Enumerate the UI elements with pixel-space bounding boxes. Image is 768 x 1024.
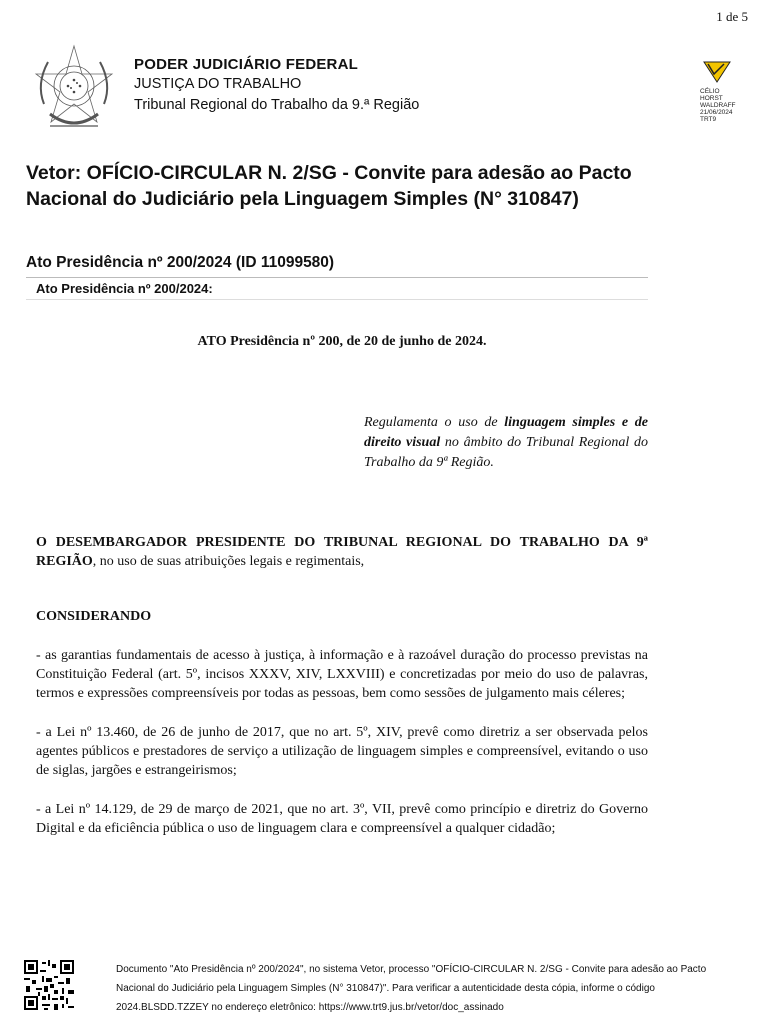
considerando-item: - a Lei nº 14.129, de 29 de março de 2021, que no art. 3º, VII, prevê como princípio e diretriz do Governo Digital e da eficiência pública o uso de linguagem clara e compreensível a qualquer cidadão; (36, 802, 648, 836)
act-title: ATO Presidência nº 200, de 20 de junho de 2024. (197, 334, 487, 349)
ementa-text: Regulamenta o uso de (364, 415, 505, 430)
header-block (134, 56, 419, 115)
preamble (36, 533, 648, 571)
divider (26, 299, 648, 300)
considerando-heading: CONSIDERANDO (36, 609, 152, 624)
stamp-line3: WALDRAFF (700, 102, 736, 109)
document-body (36, 533, 648, 858)
considerando-item: - as garantias fundamentais de acesso à justiça, à informação e à razoável duração do processo previstas na Constituição Federal (art. 5º, incisos XXXV, XIV, LXXVIII) e concretizadas por meio do uso de palavras, termos e expressões compreensíveis por todas as pessoas, bem como sessões de julgamento mais céleres; (36, 648, 648, 701)
ementa-text: no âmbito do Tribunal Regional do Trabalho da 9ª Região. (364, 435, 648, 470)
ementa-bold: linguagem simples e de direito visual (364, 415, 648, 450)
header-title: PODER JUDICIÁRIO FEDERAL (134, 56, 358, 73)
header-line2: Tribunal Regional do Trabalho da 9.ª Região (134, 97, 420, 113)
brazil-coat-of-arms-icon (30, 44, 118, 136)
considerando-item: - a Lei nº 13.460, de 26 de junho de 2017, que no art. 5º, XIV, prevê como diretriz a ser observada pelos agentes públicos e prestadores de serviço a utilização de linguagem simples e compreensível, evitando o uso de siglas, jargões e estrangeirismos; (36, 725, 648, 778)
ementa (364, 413, 648, 473)
qr-code-icon (24, 960, 74, 1010)
preamble-bold: O DESEMBARGADOR PRESIDENTE DO TRIBUNAL REGIONAL DO TRABALHO DA 9ª REGIÃO (36, 535, 648, 569)
header-line1: JUSTIÇA DO TRABALHO (134, 76, 302, 92)
stamp-line5: TRT9 (700, 116, 717, 123)
footer-verification: Documento "Ato Presidência nº 200/2024", no sistema Vetor, processo "OFÍCIO-CIRCULAR N. 2/SG - Convite para adesão ao Pacto Nacional do Judiciário pela Linguagem Simples (N° 310847)". Para verificar a autenticidade desta cópia, informe o código 2024.BLSDD.TZZEY no endereço eletrônico: https://www.trt9.jus.br/vetor/doc_assinado (116, 964, 707, 1013)
document-title: Vetor: OFÍCIO-CIRCULAR N. 2/SG - Convite para adesão ao Pacto Nacional do Judiciário pela Linguagem Simples (N° 310847) (26, 162, 632, 210)
document-subtitle: Ato Presidência nº 200/2024 (ID 11099580) (26, 254, 335, 271)
stamp-line4: 21/06/2024 (700, 109, 733, 116)
stamp-line1: CÉLIO (700, 88, 720, 95)
signature-logo-icon (702, 60, 732, 84)
signature-stamp (700, 60, 752, 123)
stamp-line2: HORST (700, 95, 723, 102)
preamble-text: , no uso de suas atribuições legais e regimentais, (92, 554, 365, 569)
section-label: Ato Presidência nº 200/2024: (36, 281, 213, 296)
divider (26, 277, 648, 278)
page-number: 1 de 5 (716, 9, 748, 24)
